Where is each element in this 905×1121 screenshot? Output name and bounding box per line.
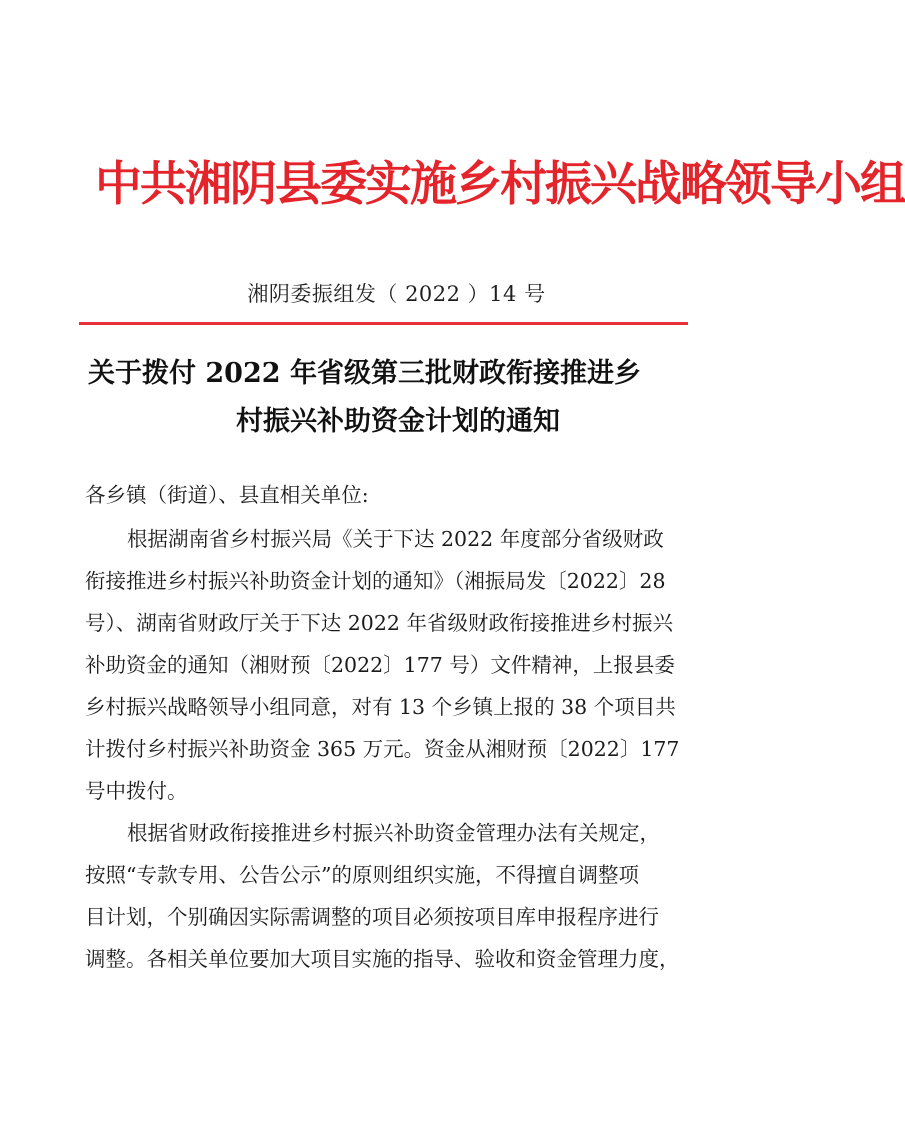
paragraph-line: 根据省财政衔接推进乡村振兴补助资金管理办法有关规定， [127, 821, 660, 845]
paragraph-line: 乡村振兴战略领导小组同意，对有 13 个乡镇上报的 38 个项目共 [85, 695, 676, 719]
paragraph-line: 根据湖南省乡村振兴局《关于下达 2022 年度部分省级财政 [127, 527, 664, 551]
body-paragraph-2 [85, 812, 705, 980]
body-paragraph-1 [85, 518, 705, 812]
paragraph-line: 号）、湖南省财政厅关于下达 2022 年省级财政衔接推进乡村振兴 [85, 611, 673, 635]
red-separator-line [79, 322, 688, 325]
paragraph-line: 目计划，个别确因实际需调整的项目必须按项目库申报程序进行 [85, 905, 659, 929]
paragraph-line: 补助资金的通知（湘财预〔2022〕177 号）文件精神，上报县委 [85, 653, 675, 677]
document-title-line: 村振兴补助资金计划的通知 [236, 406, 560, 437]
paragraph-line: 号中拨付。 [85, 779, 188, 803]
paragraph-line: 按照“专款专用、公告公示”的原则组织实施，不得擅自调整项 [85, 863, 639, 887]
document-number: 湘阴委振组发（ 2022 ）14 号 [247, 282, 546, 306]
document-title-line: 关于拨付 2022 年省级第三批财政衔接推进乡 [88, 358, 641, 389]
document-title [88, 350, 708, 446]
paragraph-line: 调整。各相关单位要加大项目实施的指导、验收和资金管理力度， [85, 947, 680, 971]
paragraph-line: 计拨付乡村振兴补助资金 365 万元。资金从湘财预〔2022〕177 [85, 737, 680, 761]
salutation: 各乡镇（街道）、县直相关单位: [85, 483, 369, 507]
issuing-organization-header: 中共湘阴县委实施乡村振兴战略领导小组 [95, 157, 905, 212]
paragraph-line: 衔接推进乡村振兴补助资金计划的通知》（湘振局发〔2022〕28 [85, 569, 666, 593]
